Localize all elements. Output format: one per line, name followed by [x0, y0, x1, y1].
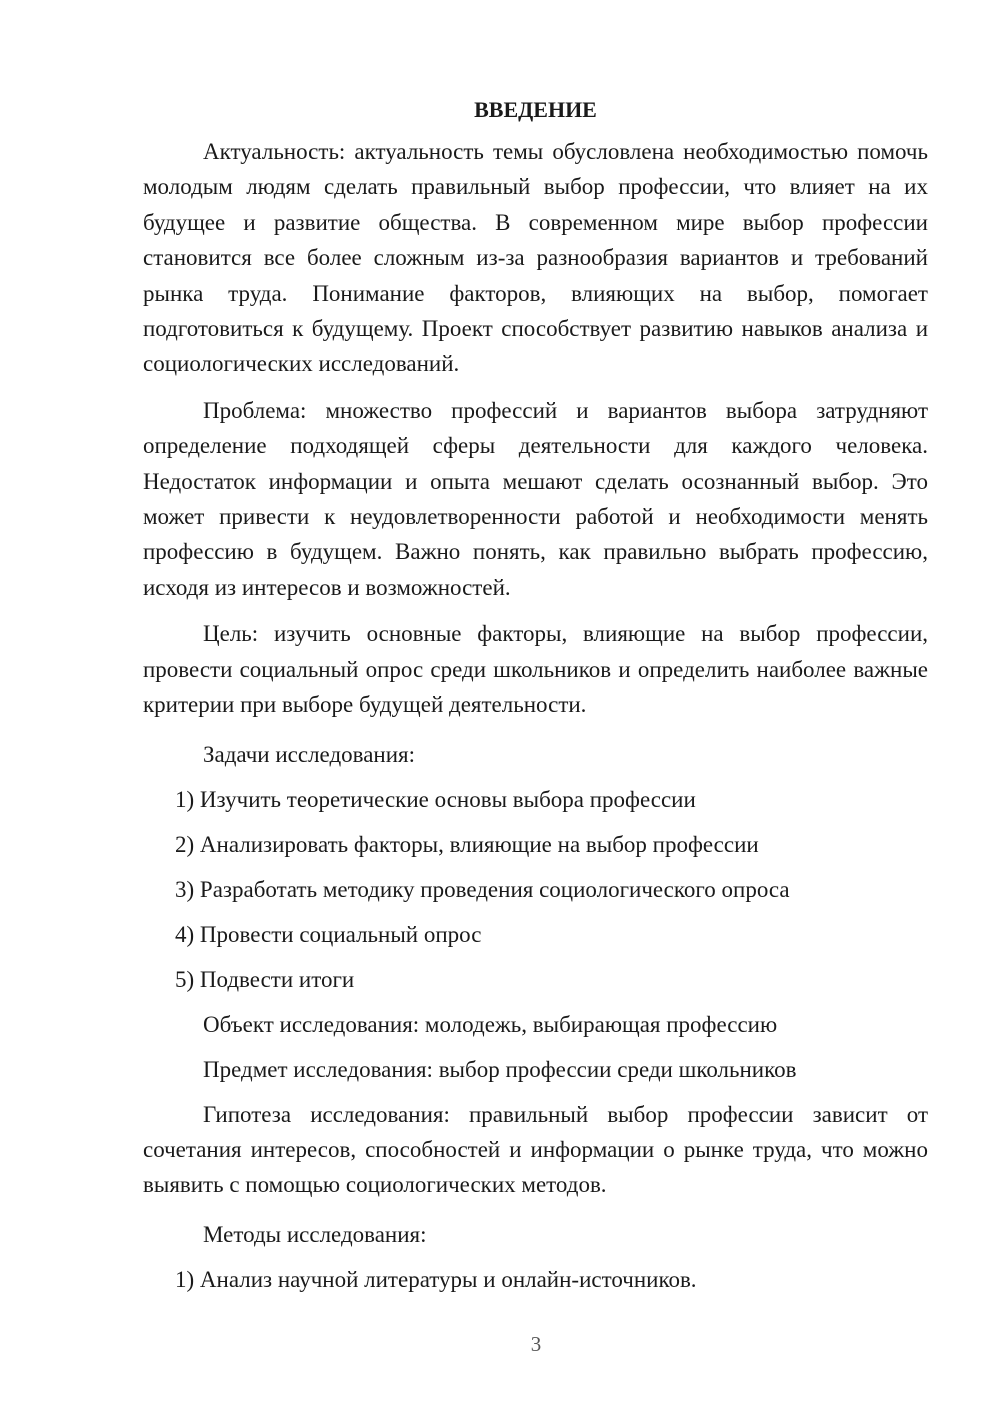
task-item-4: 4) Провести социальный опрос: [175, 921, 482, 947]
task-item-2: 2) Анализировать факторы, влияющие на выбор профессии: [175, 831, 759, 857]
hypothesis-paragraph: Гипотеза исследования: правильный выбор профессии зависит от сочетания интересов, способностей и информации о рынке труда, что можно выявить с помощью социологических методов.: [143, 1101, 928, 1198]
task-item-5: 5) Подвести итоги: [175, 966, 355, 992]
method-item-1: 1) Анализ научной литературы и онлайн-источников.: [175, 1266, 697, 1292]
task-item-1: 1) Изучить теоретические основы выбора профессии: [175, 786, 696, 812]
section-title: ВВЕДЕНИЕ: [474, 97, 597, 122]
problem-paragraph: Проблема: множество профессий и вариантов выбора затрудняют определение подходящей сферы деятельности для каждого человека. Недостаток информации и опыта мешают сделать осознанный выбор. Это может привести к неудовлетворенности работой и необходимости менять профессию в будущем. Важно понять, как правильно выбрать профессию, исходя из интересов и возможностей.: [143, 397, 928, 600]
document-page: [143, 95, 928, 1307]
research-object: Объект исследования: молодежь, выбирающая профессию: [203, 1011, 778, 1037]
tasks-heading: Задачи исследования:: [203, 741, 416, 767]
goal-paragraph: Цель: изучить основные факторы, влияющие на выбор профессии, провести социальный опрос среди школьников и определить наиболее важные критерии при выборе будущей деятельности.: [143, 621, 928, 718]
research-subject: Предмет исследования: выбор профессии среди школьников: [203, 1056, 797, 1082]
page-number: 3: [530, 1332, 542, 1356]
methods-heading: Методы исследования:: [203, 1221, 427, 1247]
task-item-3: 3) Разработать методику проведения социологического опроса: [175, 876, 790, 902]
relevance-paragraph: Актуальность: актуальность темы обусловлена необходимостью помочь молодым людям сделать правильный выбор профессии, что влияет на их будущее и развитие общества. В современном мире выбор профессии становится все более сложным из-за разнообразия вариантов и требований рынка труда. Понимание факторов, влияющих на выбор, помогает подготовиться к будущему. Проект способствует развитию навыков анализа и социологических исследований.: [143, 139, 928, 377]
